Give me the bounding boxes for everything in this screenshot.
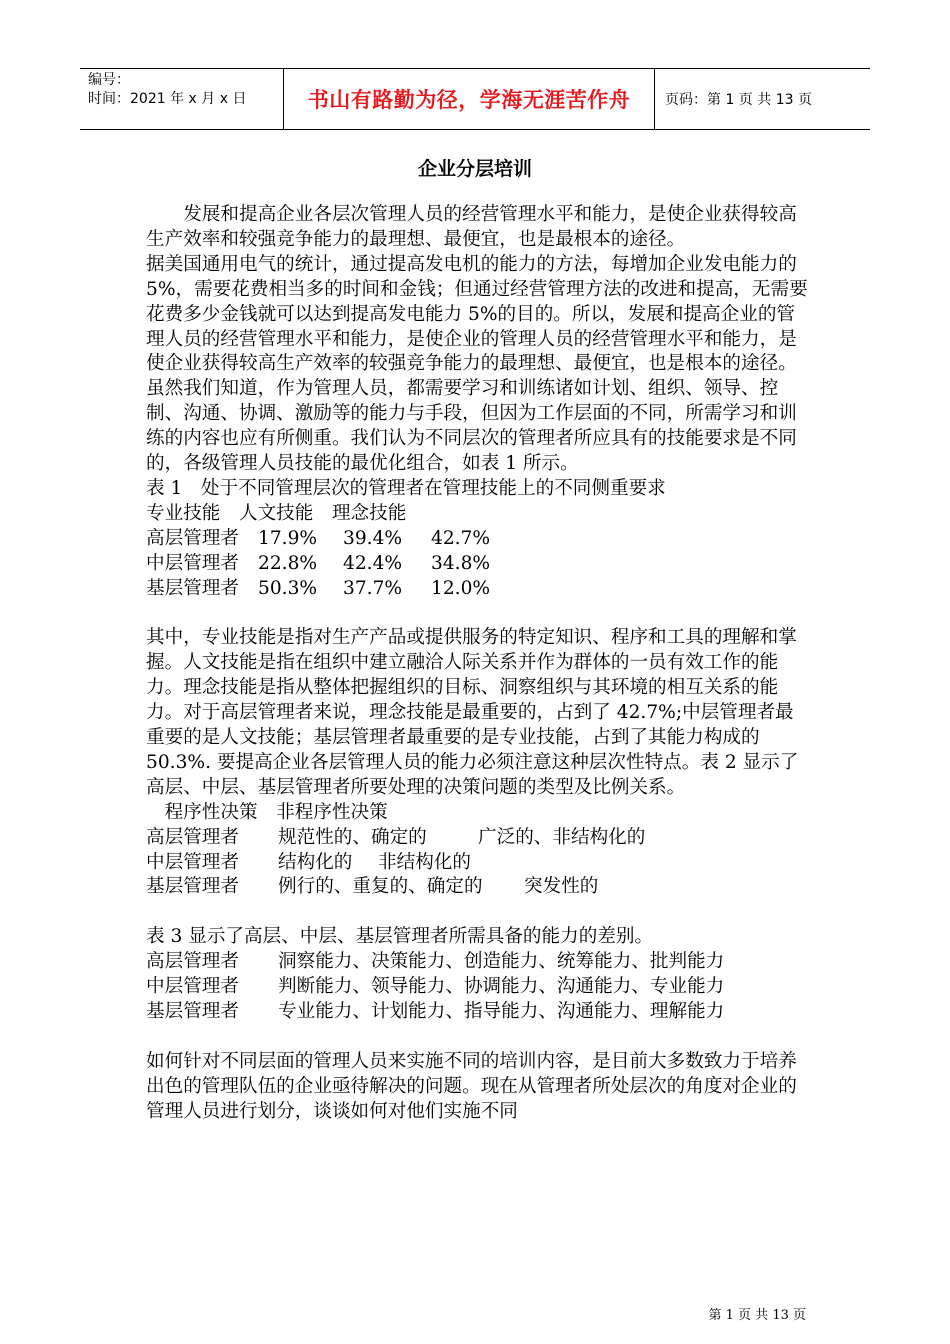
table-cell: 42.4% (343, 552, 403, 574)
table-cell: 高层管理者 (146, 951, 239, 973)
document-time-label: 时间：2021 年 x 月 x 日 (88, 91, 247, 107)
table-row (146, 1000, 810, 1025)
paragraph-ge-statistics: 据美国通用电气的统计，通过提高发电机的能力的方法，每增加企业发电能力的 5%，需要花费相当多的时间和金钱；但通过经营管理方法的改进和提高，无需要花费多少金钱就可以达到提高发电能力 5%的目的。所以，发展和提高企业的管理人员的经营管理水平和能力，是使企业的管理人员的经营管理水平和能力，是使企业获得较高生产效率的较强竞争能力的最理想、最便宜，也是根本的途径。 虽然我们知道，作为管理人员，都需要学习和训练诸如计划、组织、领导、控制、沟通、协调、激励等的能力与手段，但因为工作层面的不同，所需学习和训练的内容也应有所侧重。我们认为不同层次的管理者所应具有的技能要求是不同的，各级管理人员技能的最优化组合，如表 1 所示。 (146, 253, 825, 475)
table-row (146, 552, 810, 577)
page-footer: 第 1 页 共 13 页 (708, 1308, 806, 1323)
table-cell: 50.3% (258, 577, 318, 599)
table-cell: 广泛的、非结构化的 (478, 826, 646, 848)
table-cell: 12.0% (431, 577, 491, 599)
table-cell: 洞察能力、决策能力、创造能力、统筹能力、批判能力 (278, 951, 725, 973)
table-cell: 42.7% (431, 527, 491, 549)
header-page-number: 页码：第 1 页 共 13 页 (665, 92, 812, 108)
document-body (146, 203, 825, 1124)
table-cell: 例行的、重复的、确定的 (278, 876, 483, 898)
table-cell: 高层管理者 (146, 527, 239, 549)
document-number-label: 编号： (88, 72, 130, 88)
table-cell: 34.8% (431, 552, 491, 574)
table-cell: 中层管理者 (146, 851, 239, 873)
table-row (146, 826, 810, 851)
table-row (146, 851, 810, 876)
table-cell: 高层管理者 (146, 826, 239, 848)
page-header (80, 68, 870, 130)
table-row (146, 527, 810, 552)
table-cell: 17.9% (258, 527, 318, 549)
table-cell: 中层管理者 (146, 976, 239, 998)
header-meta (80, 69, 283, 129)
document-title: 企业分层培训 (417, 158, 532, 180)
table-cell: 基层管理者 (146, 876, 239, 898)
paragraph-skills-explanation: 其中，专业技能是指对生产产品或提供服务的特定知识、程序和工具的理解和掌握。人文技能是指在组织中建立融洽人际关系并作为群体的一员有效工作的能力。理念技能是指从整体把握组织的目标、洞察组织与其环境的相互关系的能力。对于高层管理者来说，理念技能是最重要的，占到了 42.7%;中层管理者最重要的是人文技能；基层管理者最重要的是专业技能，占到了其能力构成的 50.3%. 要提高企业各层管理人员的能力必须注意这种层次性特点。表 2 显示了高层、中层、基层管理者所要处理的决策问题的类型及比例关系。 (146, 627, 799, 798)
table-cell: 非结构化的 (378, 851, 471, 873)
table-cell: 基层管理者 (146, 577, 239, 599)
table3-caption: 表 3 显示了高层、中层、基层管理者所需具备的能力的差别。 (146, 926, 654, 948)
table-cell: 结构化的 (278, 851, 353, 873)
table-cell: 判断能力、领导能力、协调能力、沟通能力、专业能力 (278, 976, 725, 998)
blank-line (146, 1025, 810, 1050)
blank-line (146, 602, 810, 627)
table-row (146, 975, 810, 1000)
table3-body (146, 950, 810, 1025)
table-cell: 基层管理者 (146, 1000, 239, 1022)
table-cell: 突发性的 (524, 876, 599, 898)
table2-body (146, 826, 810, 901)
table-cell: 39.4% (343, 527, 403, 549)
table1-header: 专业技能 人文技能 理念技能 (146, 502, 407, 524)
table1-caption: 表 1 处于不同管理层次的管理者在管理技能上的不同侧重要求 (146, 477, 666, 499)
paragraph-conclusion: 如何针对不同层面的管理人员来实施不同的培训内容，是目前大多数致力于培养出色的管理队伍的企业亟待解决的问题。现在从管理者所处层次的角度对企业的管理人员进行划分，谈谈如何对他们实施不同 (146, 1050, 797, 1122)
table-cell: 22.8% (258, 552, 318, 574)
table-row (146, 875, 810, 900)
paragraph-intro: 发展和提高企业各层次管理人员的经营管理水平和能力，是使企业获得较高生产效率和较强竞争能力的最理想、最便宜，也是最根本的途径。 (146, 204, 797, 250)
table-cell: 中层管理者 (146, 552, 239, 574)
table2-header: 程序性决策 非程序性决策 (146, 801, 388, 823)
table1-body (146, 527, 810, 602)
table-row (146, 950, 810, 975)
table-row (146, 577, 810, 602)
blank-line (146, 900, 810, 925)
table-cell: 规范性的、确定的 (278, 826, 427, 848)
header-motto: 书山有路勤为径，学海无涯苦作舟 (283, 69, 655, 129)
table-cell: 37.7% (343, 577, 403, 599)
table-cell: 专业能力、计划能力、指导能力、沟通能力、理解能力 (278, 1000, 725, 1022)
